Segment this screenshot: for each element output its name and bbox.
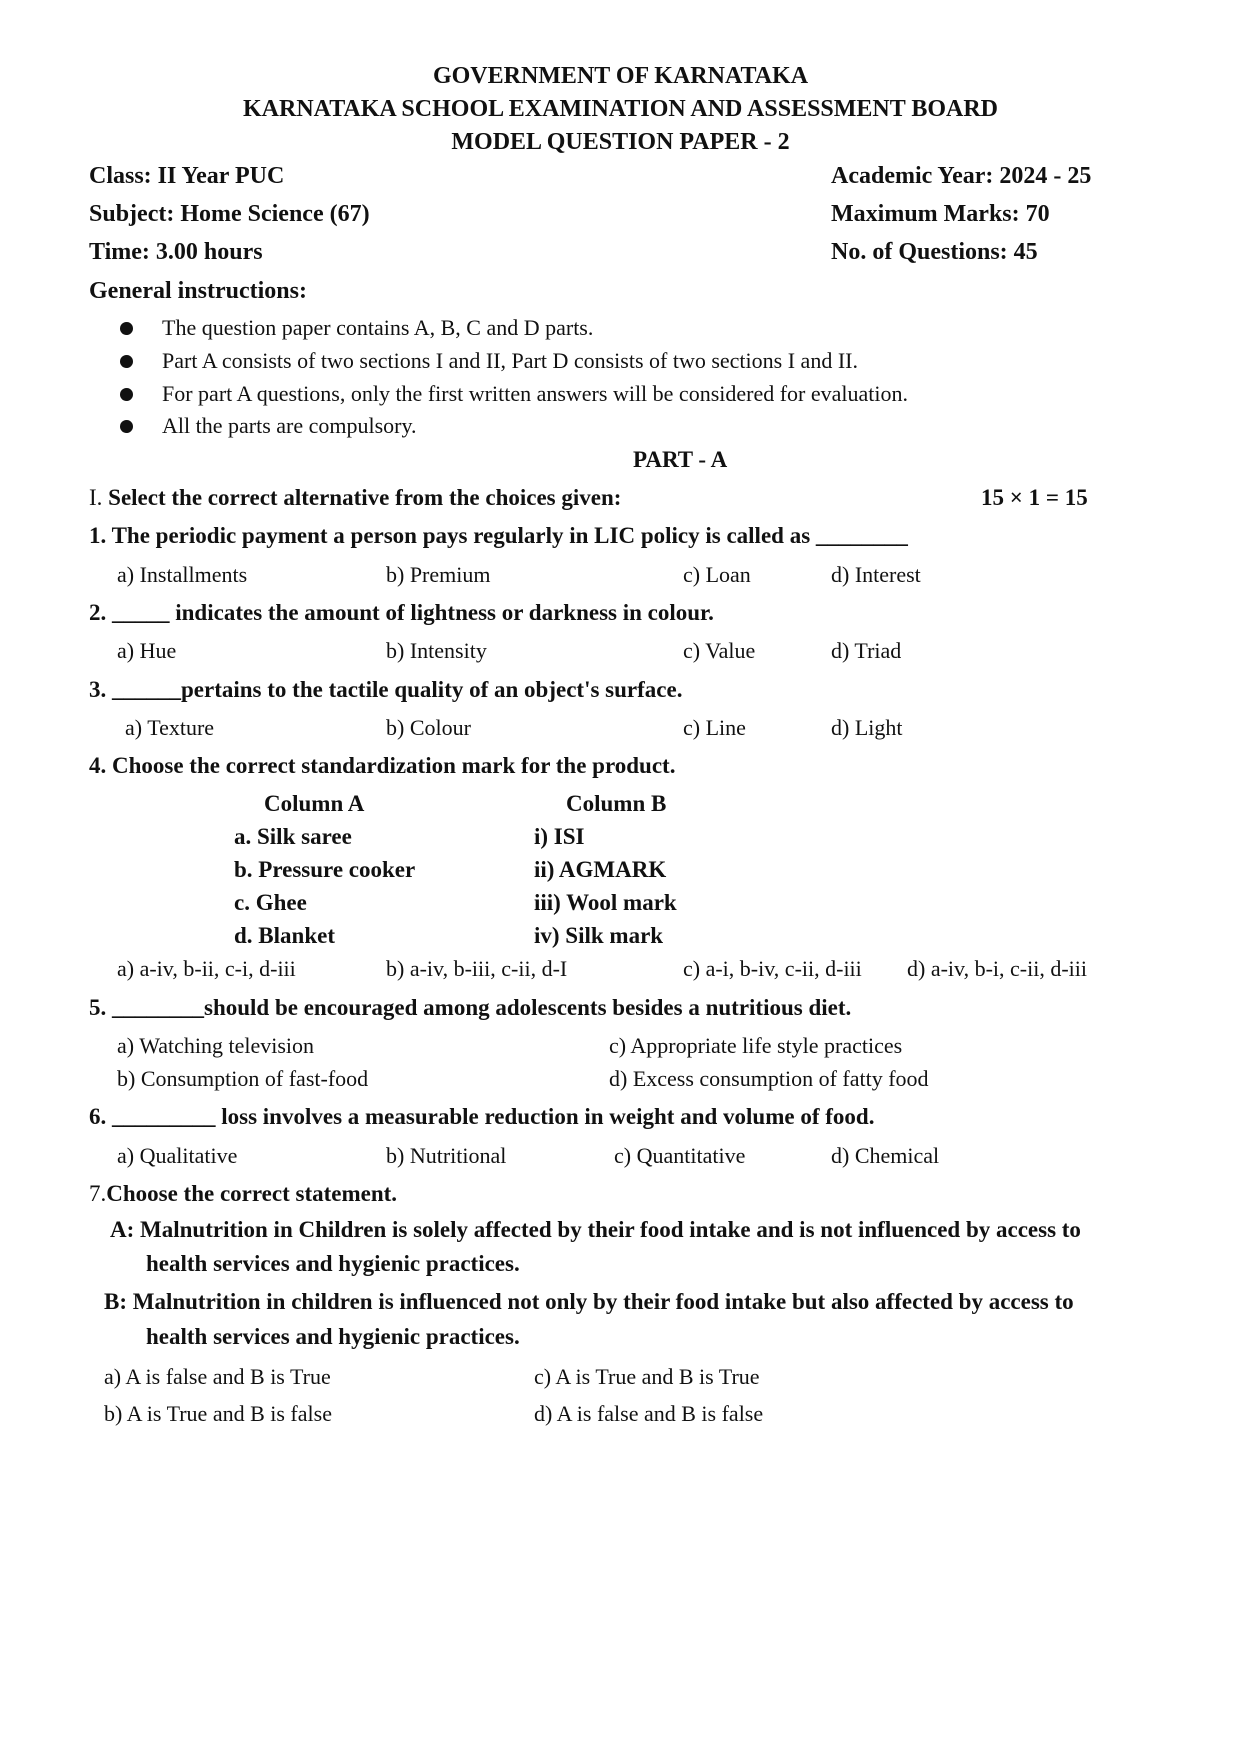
question-7-stem bbox=[89, 1181, 397, 1207]
option-a: a) a-iv, b-ii, c-i, d-iii bbox=[117, 956, 296, 981]
option-b: b) Colour bbox=[386, 715, 471, 740]
column-b-item: iii) Wool mark bbox=[534, 890, 677, 915]
option-c: c) Value bbox=[683, 638, 756, 663]
statement-a-line-1: A: Malnutrition in Children is solely affected by their food intake and is not influenced by access to bbox=[110, 1217, 1081, 1242]
question-2-stem: 2. _____ indicates the amount of lightness or darkness in colour. bbox=[89, 600, 714, 625]
option-a: a) Hue bbox=[117, 638, 177, 663]
option-d: d) a-iv, b-i, c-ii, d-iii bbox=[907, 956, 1088, 981]
option-c: c) Quantitative bbox=[614, 1143, 746, 1168]
question-4-stem: 4. Choose the correct standardization mark for the product. bbox=[89, 753, 676, 778]
section-marks: 15 × 1 = 15 bbox=[981, 485, 1088, 510]
instruction-item: Part A consists of two sections I and II, Part D consists of two sections I and II. bbox=[162, 348, 858, 373]
column-a-item: c. Ghee bbox=[234, 890, 307, 915]
header-line-1: GOVERNMENT OF KARNATAKA bbox=[432, 63, 809, 89]
option-d: d) Interest bbox=[831, 562, 921, 587]
column-a-item: d. Blanket bbox=[234, 923, 335, 948]
option-c: c) Line bbox=[683, 715, 746, 740]
section-instruction: Select the correct alternative from the choices given: bbox=[108, 485, 622, 510]
question-6-stem: 6. _________ loss involves a measurable reduction in weight and volume of food. bbox=[89, 1104, 875, 1129]
question-text: Choose the correct statement. bbox=[106, 1181, 398, 1206]
instruction-item: For part A questions, only the first written answers will be considered for evaluation. bbox=[162, 381, 909, 406]
column-b-item: ii) AGMARK bbox=[534, 857, 667, 882]
statement-b-line-2: health services and hygienic practices. bbox=[146, 1324, 520, 1349]
instruction-item: The question paper contains A, B, C and D parts. bbox=[162, 315, 594, 340]
question-3-stem: 3. ______pertains to the tactile quality of an object's surface. bbox=[89, 677, 683, 702]
option-a: a) Qualitative bbox=[117, 1143, 238, 1168]
option-a: a) Texture bbox=[125, 715, 215, 740]
meta-time: Time: 3.00 hours bbox=[89, 239, 263, 265]
column-a-item: b. Pressure cooker bbox=[234, 857, 416, 882]
instructions-heading: General instructions: bbox=[89, 278, 307, 304]
option-b: b) Premium bbox=[386, 562, 491, 587]
meta-academic-year: Academic Year: 2024 - 25 bbox=[831, 163, 1092, 189]
question-number: 7. bbox=[89, 1181, 107, 1206]
option-d: d) Light bbox=[831, 715, 903, 740]
header-line-2: KARNATAKA SCHOOL EXAMINATION AND ASSESSMENT BOARD bbox=[242, 96, 999, 122]
option-d: d) Excess consumption of fatty food bbox=[609, 1066, 929, 1091]
option-c: c) Loan bbox=[683, 562, 751, 587]
column-b-item: i) ISI bbox=[534, 824, 585, 849]
header-line-3: MODEL QUESTION PAPER - 2 bbox=[451, 129, 790, 155]
question-1-stem: 1. The periodic payment a person pays regularly in LIC policy is called as ________ bbox=[89, 523, 908, 548]
bullet-icon bbox=[120, 322, 133, 335]
option-d: d) A is false and B is false bbox=[534, 1401, 764, 1426]
column-b-header: Column B bbox=[566, 791, 667, 816]
question-5-stem: 5. ________should be encouraged among adolescents besides a nutritious diet. bbox=[89, 995, 852, 1020]
option-a: a) A is false and B is True bbox=[104, 1364, 331, 1389]
option-c: c) a-i, b-iv, c-ii, d-iii bbox=[683, 956, 862, 981]
column-b-item: iv) Silk mark bbox=[534, 923, 664, 948]
option-b: b) A is True and B is false bbox=[104, 1401, 332, 1426]
option-a: a) Installments bbox=[117, 562, 248, 587]
bullet-icon bbox=[120, 420, 133, 433]
option-a: a) Watching television bbox=[117, 1033, 314, 1058]
statement-a-line-2: health services and hygienic practices. bbox=[146, 1251, 520, 1276]
bullet-icon bbox=[120, 355, 133, 368]
option-c: c) A is True and B is True bbox=[534, 1364, 760, 1389]
meta-num-questions: No. of Questions: 45 bbox=[831, 239, 1038, 265]
section-number: I. bbox=[89, 485, 103, 510]
statement-b-line-1: B: Malnutrition in children is influenced not only by their food intake but also affected by access to bbox=[104, 1289, 1074, 1314]
meta-subject: Subject: Home Science (67) bbox=[89, 201, 370, 227]
option-b: b) a-iv, b-iii, c-ii, d-I bbox=[386, 956, 568, 981]
part-a-title: PART - A bbox=[633, 447, 728, 472]
column-a-header: Column A bbox=[264, 791, 365, 816]
bullet-icon bbox=[120, 388, 133, 401]
option-b: b) Consumption of fast-food bbox=[117, 1066, 369, 1091]
meta-max-marks: Maximum Marks: 70 bbox=[831, 201, 1050, 227]
option-b: b) Intensity bbox=[386, 638, 487, 663]
option-d: d) Triad bbox=[831, 638, 902, 663]
option-d: d) Chemical bbox=[831, 1143, 940, 1168]
column-a-item: a. Silk saree bbox=[234, 824, 352, 849]
option-b: b) Nutritional bbox=[386, 1143, 507, 1168]
option-c: c) Appropriate life style practices bbox=[609, 1033, 903, 1058]
section-heading bbox=[89, 485, 621, 511]
meta-class: Class: II Year PUC bbox=[89, 163, 285, 189]
instruction-item: All the parts are compulsory. bbox=[162, 413, 417, 438]
